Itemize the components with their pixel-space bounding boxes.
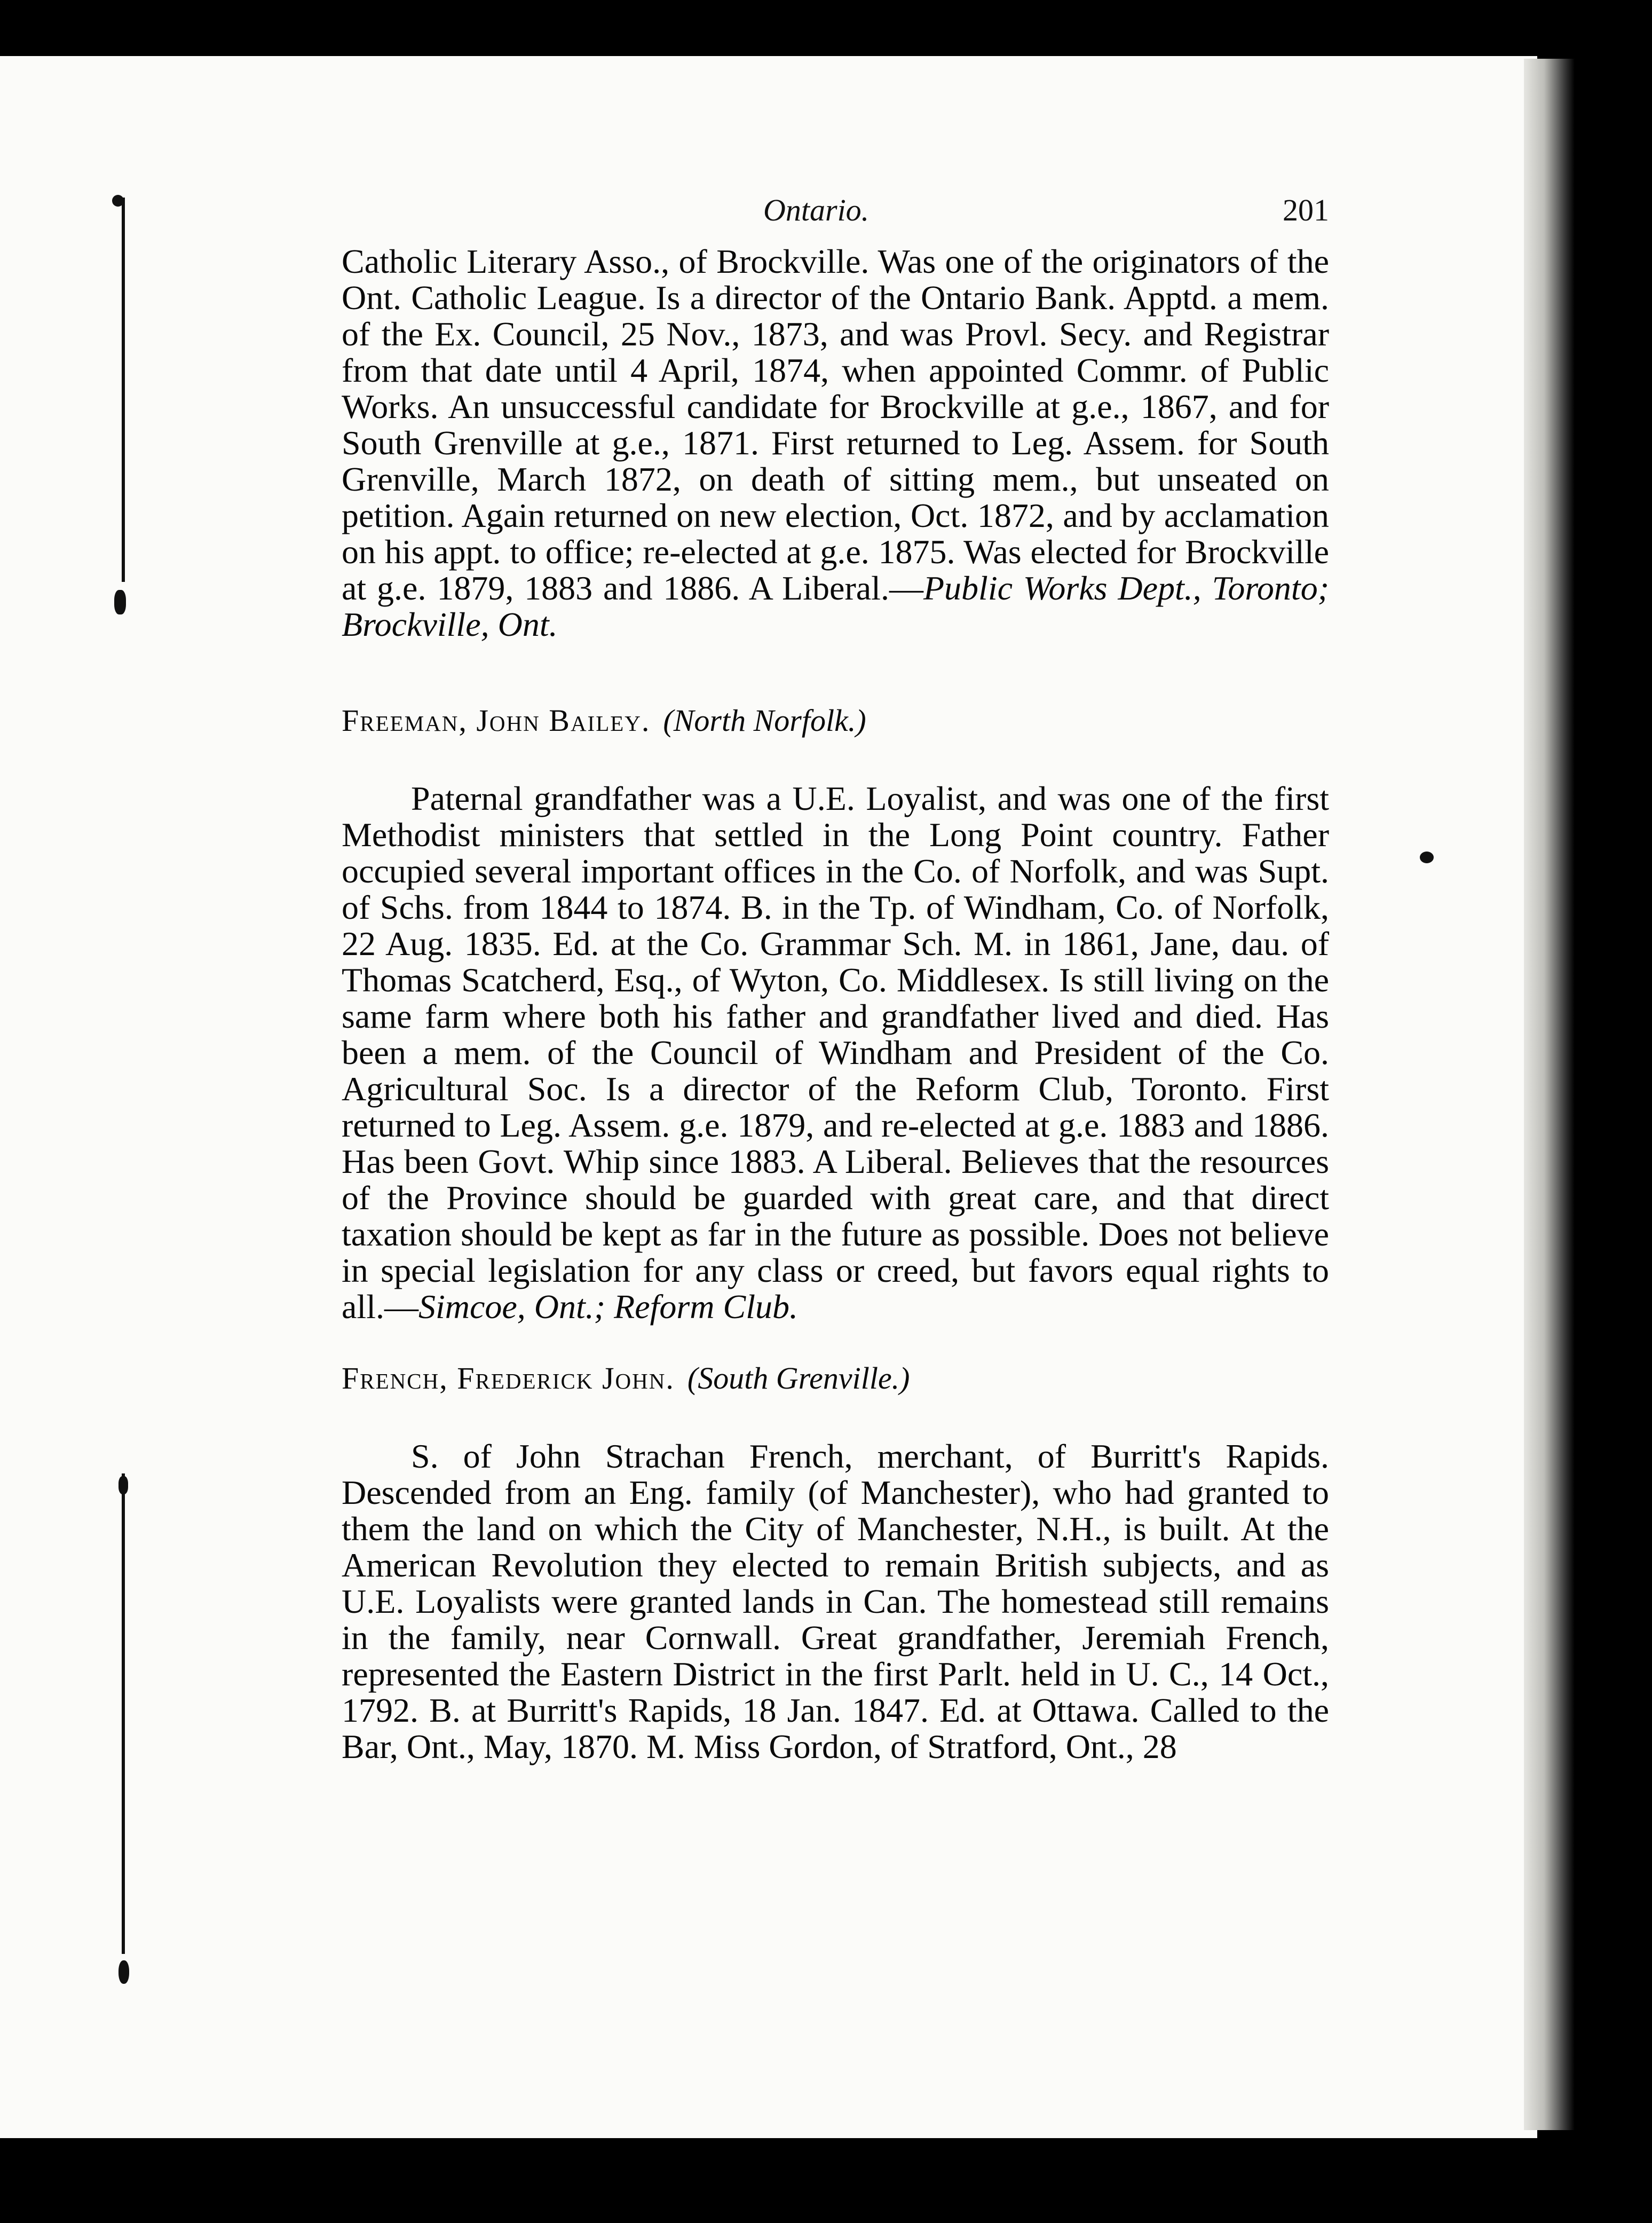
entry-body (342, 781, 1329, 1325)
entry-riding: (South Grenville.) (687, 1361, 910, 1396)
continued-entry-text: Catholic Literary Asso., of Brockville. Was one of the originators of the Ont. Catholic League. Is a director of the Ontario Bank. Apptd. a mem. of the Ex. Council, 25 Nov., 1873, and was Provl. Secy. and Registrar from that date until 4 April, 1874, when appointed Commr. of Public Works. An unsuccessful candidate for Brockville at g.e., 1867, and for South Grenville at g.e., 1871. First returned to Leg. Assem. for South Grenville, March 1872, on death of sitting mem., but unseated on petition. Again returned on new election, Oct. 1872, and by acclamation on his appt. to office; re-elected at g.e. 1875. Was elected for Brockville at g.e. 1879, 1883 and 1886. A Liberal.— (342, 242, 1329, 607)
running-title: Ontario. (763, 193, 870, 227)
running-header (342, 192, 1329, 240)
entry-text: S. of John Strachan French, merchant, of Burritt's Rapids. Descended from an Eng. family (of Manchester), who had granted to them the land on which the City of Manchester, N.H., is built. At the American Revolution they elected to remain British subjects, and as U.E. Loyalists were granted lands in Can. The homestead still remains in the family, near Cornwall. Great grandfather, Jeremiah French, represented the Eastern District in the first Parlt. held in U. C., 14 Oct., 1792. B. at Burritt's Rapids, 18 Jan. 1847. Ed. at Ottawa. Called to the Bar, Ont., May, 1870. M. Miss Gordon, of Stratford, Ont., 28 (342, 1437, 1329, 1765)
margin-mark (118, 1960, 129, 1984)
page-number: 201 (1283, 193, 1329, 227)
entry-heading (342, 1360, 1329, 1397)
margin-mark (112, 195, 124, 207)
entry-address: Simcoe, Ont.; Reform Club. (418, 1288, 798, 1326)
continued-entry-address: Public Works Dept., Toronto; Brockville, Ont. (342, 569, 1329, 643)
entry-heading (342, 703, 1329, 739)
entry-riding: (North Norfolk.) (663, 703, 866, 738)
continued-entry (342, 243, 1329, 643)
margin-mark (114, 590, 126, 614)
entry-text: Paternal grandfather was a U.E. Loyalist, and was one of the first Methodist ministers that settled in the Long Point country. Father occupied several important offices in the Co. of Norfolk, and was Supt. of Schs. from 1844 to 1874. B. in the Tp. of Windham, Co. of Norfolk, 22 Aug. 1835. Ed. at the Co. Grammar Sch. M. in 1861, Jane, dau. of Thomas Scatcherd, Esq., of Wyton, Co. Middlesex. Is still living on the same farm where both his father and grandfather lived and died. Has been a mem. of the Council of Windham and President of the Co. Agricultural Soc. Is a director of the Reform Club, Toronto. First returned to Leg. Assem. g.e. 1879, and re-elected at g.e. 1883 and 1886. Has been Govt. Whip since 1883. A Liberal. Believes that the resources of the Province should be guarded with great care, and that direct taxation should be kept as far in the future as possible. Does not believe in special legislation for any class or creed, but favors equal rights to all.— (342, 779, 1329, 1326)
entry-name: French, Frederick John. (342, 1361, 675, 1396)
page-edge-shadow (1524, 59, 1575, 2130)
margin-mark (122, 198, 125, 582)
entry-name: Freeman, John Bailey. (342, 703, 651, 738)
page-content (342, 192, 1329, 1765)
margin-mark (118, 1476, 128, 1494)
margin-mark (122, 1473, 125, 1954)
entry-body (342, 1438, 1329, 1765)
margin-mark (1420, 852, 1434, 863)
